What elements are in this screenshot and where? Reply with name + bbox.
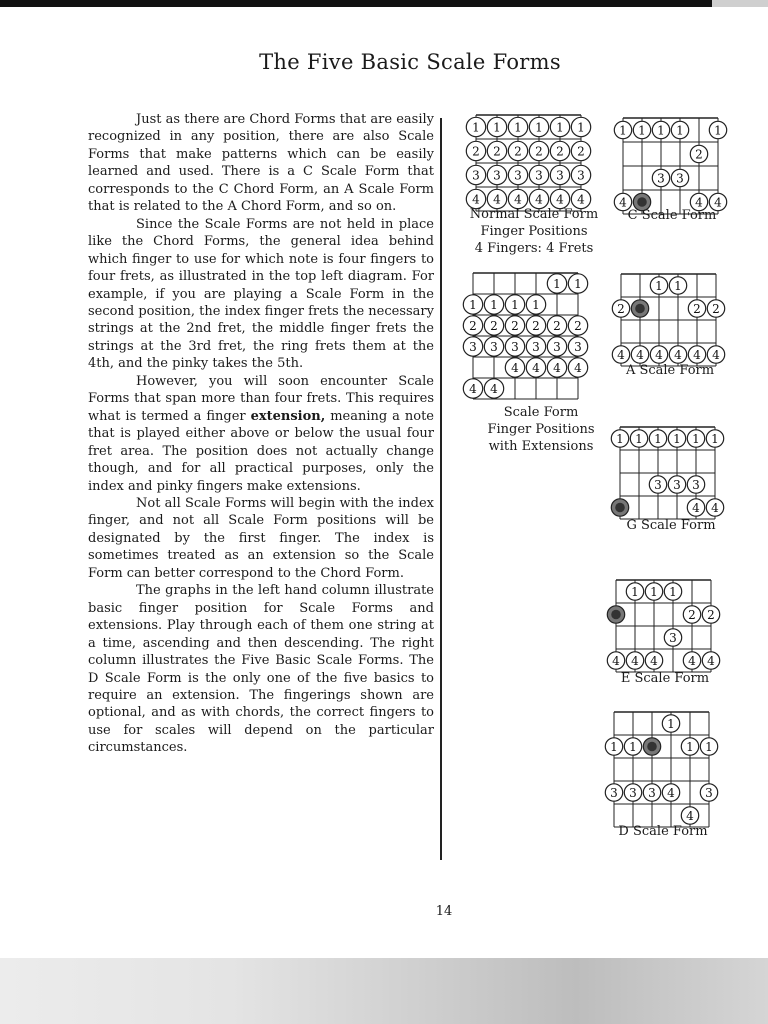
finger-number: 2 [712, 301, 720, 316]
finger-number: 2 [532, 318, 540, 333]
finger-number: 4 [617, 347, 625, 362]
finger-number: 4 [556, 192, 564, 207]
finger-number: 3 [535, 168, 543, 183]
finger-number: 1 [711, 431, 719, 446]
caption-line: Scale Form [503, 405, 579, 420]
scan-bottom-shadow [0, 958, 768, 1024]
fretboard-e-scale [607, 580, 719, 672]
paragraph-3-bold-term: extension, [250, 408, 326, 424]
finger-number: 1 [511, 297, 519, 312]
finger-number: 4 [514, 192, 522, 207]
finger-number: 2 [553, 318, 561, 333]
finger-number: 2 [574, 318, 582, 333]
finger-number: 2 [707, 607, 715, 622]
caption-g-scale-form [606, 517, 736, 534]
root-note-core [637, 197, 647, 207]
page-title: The Five Basic Scale Forms [259, 50, 561, 74]
caption-line: E Scale Form [620, 671, 710, 686]
caption-line: with Extensions [488, 439, 594, 454]
finger-number: 3 [493, 168, 501, 183]
fretboard-extensions [463, 273, 587, 399]
finger-number: 1 [650, 584, 658, 599]
finger-number: 4 [636, 347, 644, 362]
finger-number: 1 [574, 276, 582, 291]
finger-number: 3 [577, 168, 585, 183]
finger-number: 3 [490, 339, 498, 354]
finger-number: 4 [574, 360, 582, 375]
finger-number: 3 [532, 339, 540, 354]
finger-number: 4 [650, 653, 658, 668]
paragraph-1: Just as there are Chord Forms that are easily recognized in any position, there are also Scale Forms that make patterns which can be easily learned and used. There is a C Scale Form that corresponds to the C Chord Form, an A Scale Form that is related to the A Chord Form, and so on. [88, 112, 434, 215]
fretboard-d-scale [605, 712, 717, 827]
finger-number: 1 [610, 739, 618, 754]
finger-number: 2 [688, 607, 696, 622]
fretboard-c-scale [614, 118, 726, 214]
finger-number: 1 [619, 123, 627, 138]
caption-a-scale-form [610, 362, 730, 379]
finger-number: 4 [469, 381, 477, 396]
finger-number: 1 [674, 278, 682, 293]
finger-number: 1 [472, 120, 480, 135]
finger-number: 3 [676, 171, 684, 186]
root-note-core [635, 304, 645, 314]
finger-number: 2 [617, 301, 625, 316]
finger-number: 2 [472, 144, 480, 159]
finger-number: 1 [629, 739, 637, 754]
finger-number: 2 [490, 318, 498, 333]
finger-number: 4 [686, 808, 694, 823]
paragraph-5: The graphs in the left hand column illustrate basic finger position for Scale Forms and extensions. Play through each of them one string at a time, ascending and then descending. The right column illustrates the Five Basic Scale Forms. The D Scale Form is the only one of the five basics to require an extension. The fingerings shown are optional, and as with chords, the correct fingers to use for scales will depend on the particular circumstances. [88, 583, 434, 756]
finger-number: 4 [707, 653, 715, 668]
finger-number: 1 [667, 716, 675, 731]
finger-number: 1 [676, 123, 684, 138]
finger-number: 4 [532, 360, 540, 375]
finger-number: 3 [610, 785, 618, 800]
finger-number: 1 [638, 123, 646, 138]
root-note-core [611, 610, 621, 620]
caption-line: Finger Positions [480, 224, 588, 239]
root-note-core [615, 503, 625, 513]
finger-number: 4 [577, 192, 585, 207]
finger-number: 1 [469, 297, 477, 312]
caption-line: Normal Scale Form [469, 207, 599, 222]
finger-number: 3 [648, 785, 656, 800]
caption-line: Finger Positions [487, 422, 595, 437]
finger-number: 1 [692, 431, 700, 446]
finger-number: 3 [705, 785, 713, 800]
finger-number: 3 [514, 168, 522, 183]
finger-number: 4 [493, 192, 501, 207]
finger-number: 3 [673, 477, 681, 492]
finger-number: 1 [714, 123, 722, 138]
finger-number: 1 [673, 431, 681, 446]
finger-number: 1 [490, 297, 498, 312]
finger-number: 1 [556, 120, 564, 135]
finger-number: 2 [511, 318, 519, 333]
finger-number: 4 [612, 653, 620, 668]
finger-number: 1 [577, 120, 585, 135]
finger-number: 1 [493, 120, 501, 135]
finger-number: 4 [619, 195, 627, 210]
paragraph-3-after: meaning a note that is played either above or below the usual four fret area. The position does not actually change though, and for all practical purposes, only the index and pinky fingers make extensions. [88, 408, 434, 494]
finger-number: 3 [657, 171, 665, 186]
caption-line: A Scale Form [625, 363, 715, 378]
fretboard-a-scale [612, 274, 724, 366]
finger-number: 3 [553, 339, 561, 354]
finger-number: 1 [654, 431, 662, 446]
finger-number: 3 [669, 630, 677, 645]
finger-number: 2 [556, 144, 564, 159]
finger-number: 4 [693, 347, 701, 362]
finger-number: 1 [635, 431, 643, 446]
finger-number: 3 [556, 168, 564, 183]
caption-line: G Scale Form [626, 518, 716, 533]
root-note-core [647, 742, 657, 752]
finger-number: 2 [577, 144, 585, 159]
finger-number: 4 [511, 360, 519, 375]
finger-number: 1 [553, 276, 561, 291]
caption-line: D Scale Form [618, 824, 708, 839]
page-number: 14 [435, 904, 453, 919]
finger-number: 4 [712, 347, 720, 362]
finger-number: 1 [686, 739, 694, 754]
finger-number: 4 [674, 347, 682, 362]
finger-number: 3 [472, 168, 480, 183]
fretboard-g-scale [611, 427, 723, 519]
finger-number: 3 [692, 477, 700, 492]
finger-number: 3 [511, 339, 519, 354]
finger-number: 2 [514, 144, 522, 159]
finger-number: 4 [472, 192, 480, 207]
paragraph-4: Not all Scale Forms will begin with the index finger, and not all Scale Form positions will be designated by the first finger. The index is sometimes treated as an extension so the Scale Form can better correspond to the Chord Form. [88, 495, 434, 581]
finger-number: 4 [553, 360, 561, 375]
finger-number: 4 [688, 653, 696, 668]
finger-number: 1 [657, 123, 665, 138]
paragraph-3-before: However, you will soon encounter Scale Forms that span more than four frets. This requires what is termed a finger [88, 373, 434, 424]
finger-number: 4 [667, 785, 675, 800]
finger-number: 4 [714, 195, 722, 210]
finger-number: 1 [705, 739, 713, 754]
finger-number: 4 [631, 653, 639, 668]
finger-number: 3 [574, 339, 582, 354]
finger-number: 4 [695, 195, 703, 210]
finger-number: 2 [469, 318, 477, 333]
finger-number: 2 [693, 301, 701, 316]
paragraph-2: Since the Scale Forms are not held in place like the Chord Forms, the general idea behind which finger to use for which note is four fingers to four frets, as illustrated in the top left diagram. For example, if you are playing a Scale Form in the second position, the index finger frets the necessary strings at the 2nd fret, the middle finger frets the strings at the 3rd fret, the ring frets them at the 4th, and the pinky takes the 5th. [88, 216, 434, 372]
finger-number: 1 [669, 584, 677, 599]
finger-number: 2 [695, 147, 703, 162]
finger-number: 1 [616, 431, 624, 446]
finger-number: 1 [631, 584, 639, 599]
caption-e-scale-form [600, 670, 730, 687]
caption-line: C Scale Form [627, 208, 717, 223]
caption-extensions [456, 404, 626, 455]
caption-c-scale-form [612, 207, 732, 224]
finger-number: 4 [490, 381, 498, 396]
finger-number: 2 [535, 144, 543, 159]
finger-number: 4 [655, 347, 663, 362]
finger-number: 2 [493, 144, 501, 159]
finger-number: 1 [532, 297, 540, 312]
finger-number: 4 [535, 192, 543, 207]
finger-number: 3 [654, 477, 662, 492]
caption-line: 4 Fingers: 4 Frets [474, 241, 594, 256]
fretboard-normal [466, 115, 590, 211]
finger-number: 3 [629, 785, 637, 800]
finger-number: 1 [535, 120, 543, 135]
caption-normal-scale-form [460, 206, 608, 257]
finger-number: 1 [655, 278, 663, 293]
finger-number: 4 [692, 500, 700, 515]
finger-number: 1 [514, 120, 522, 135]
finger-number: 4 [711, 500, 719, 515]
finger-number: 3 [469, 339, 477, 354]
caption-d-scale-form [598, 823, 728, 840]
